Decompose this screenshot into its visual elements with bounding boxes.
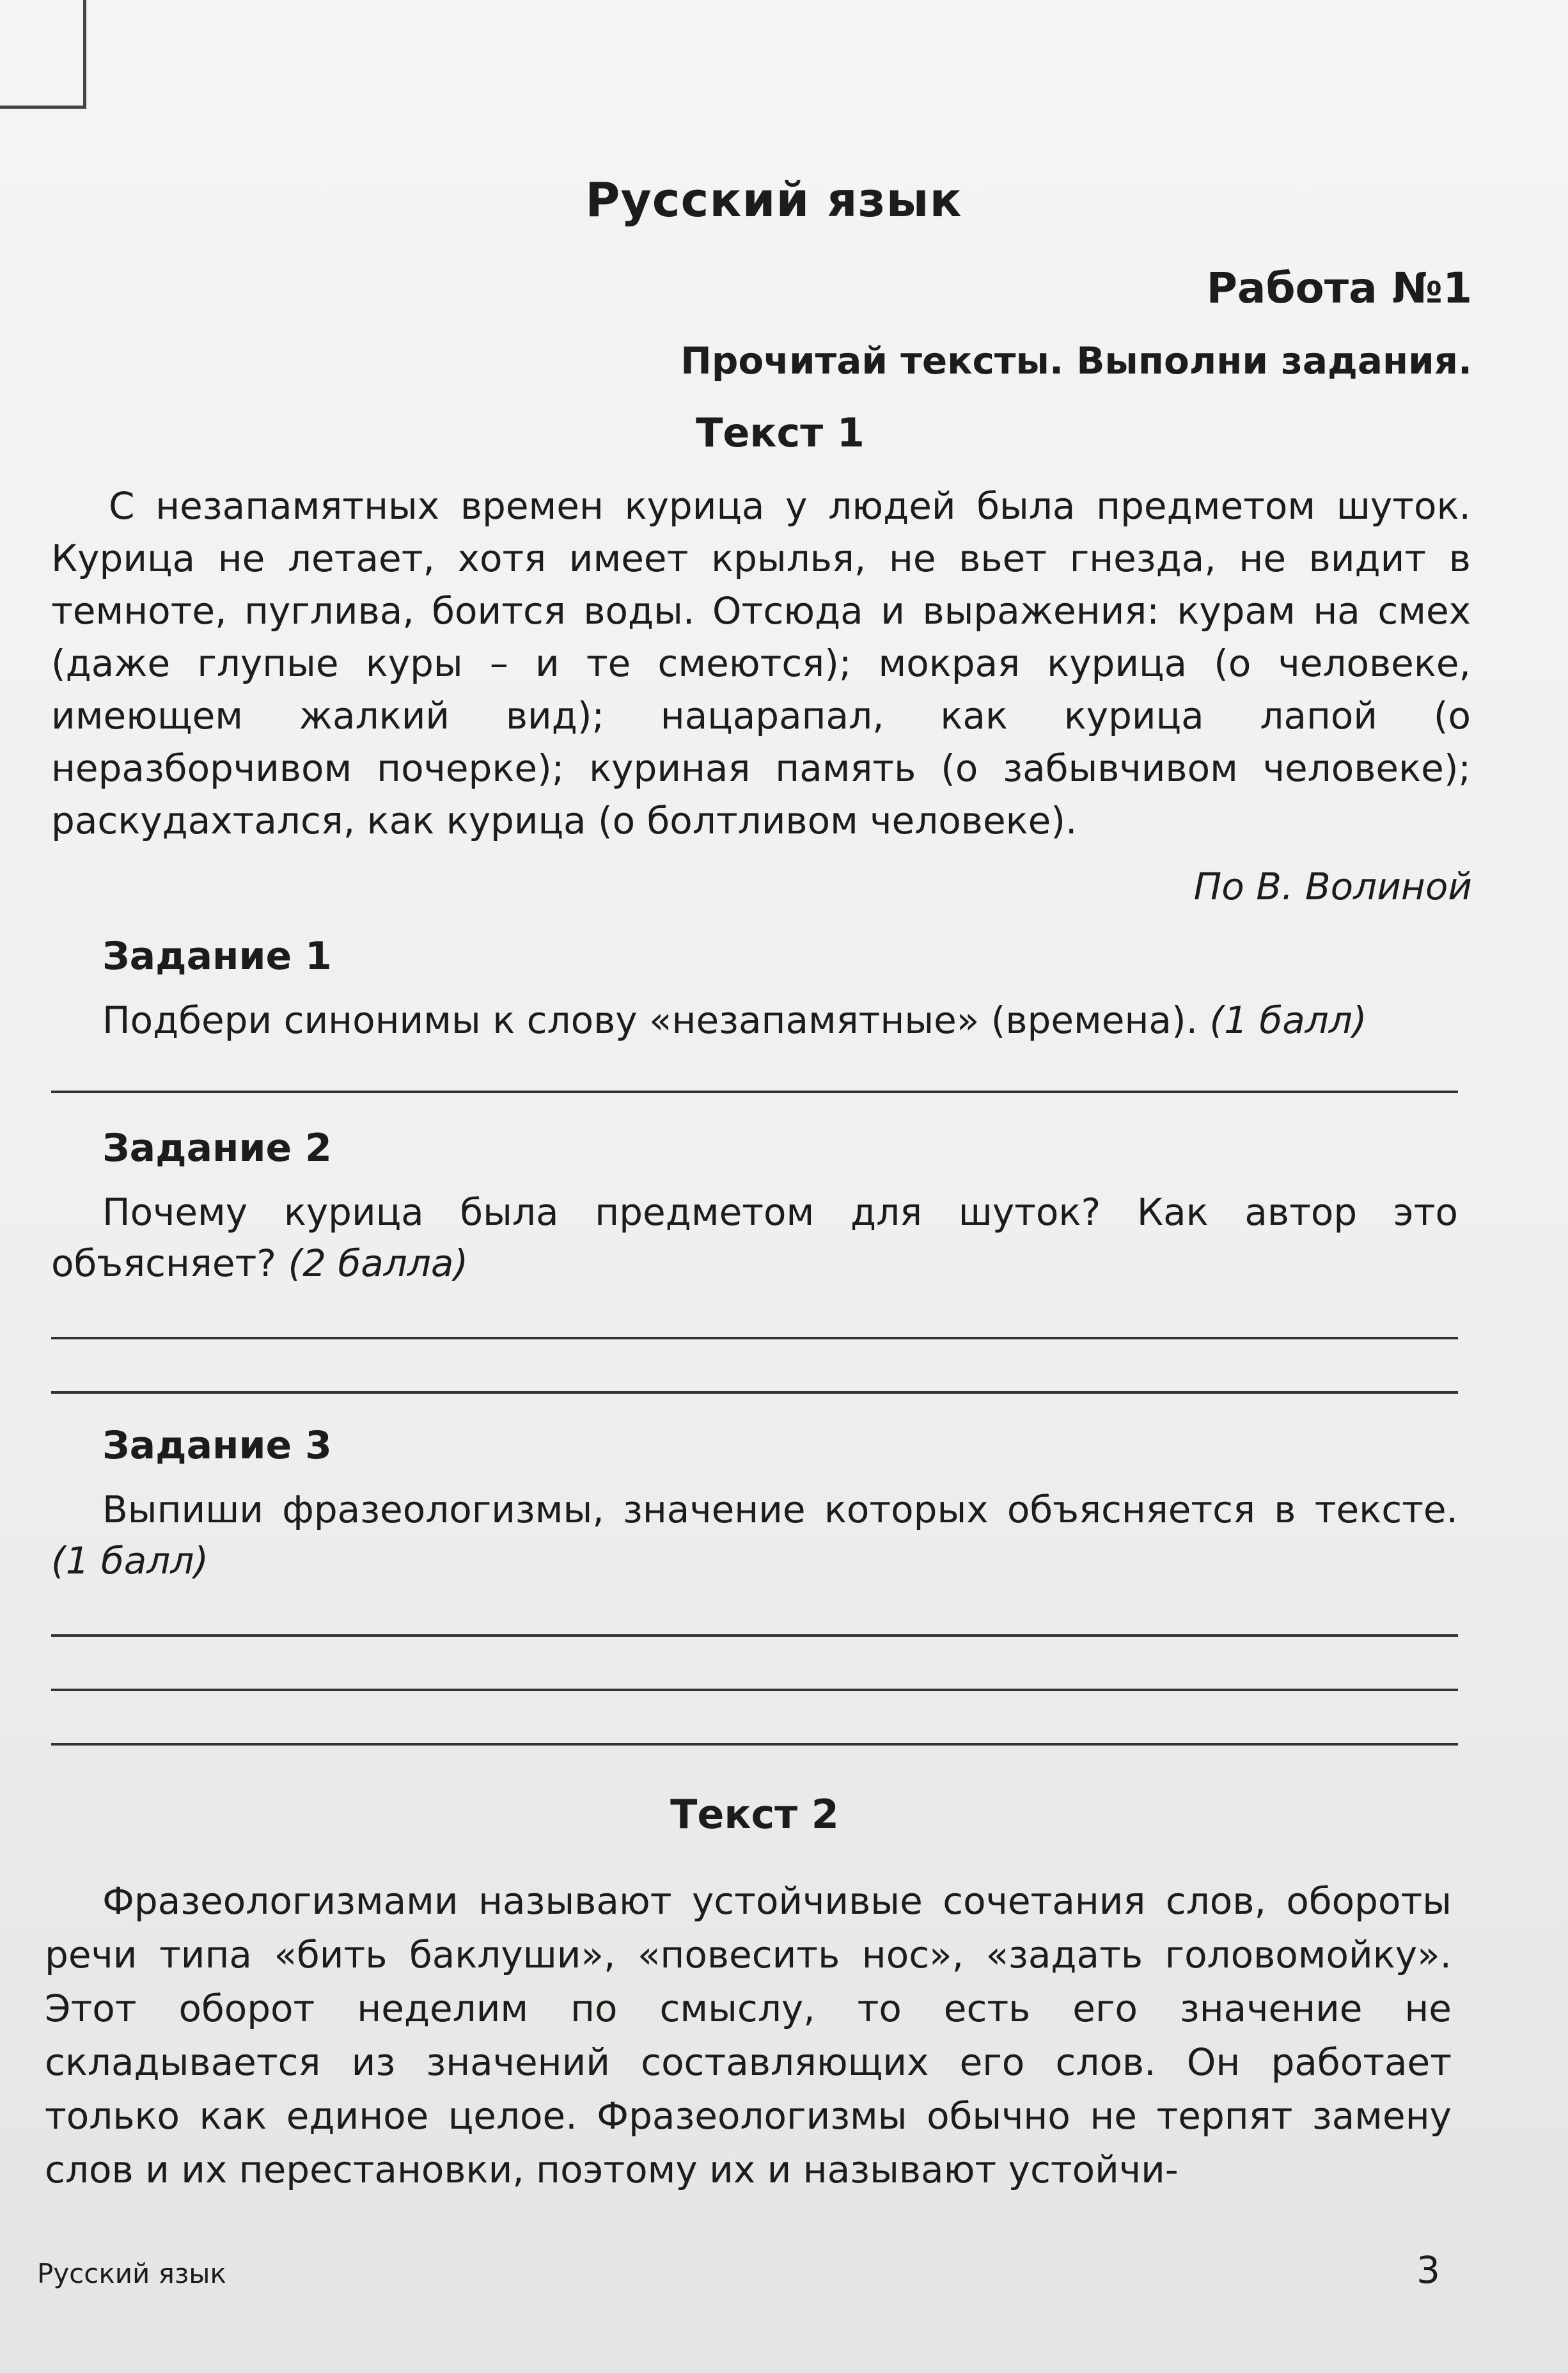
answer-line-task3-3[interactable] bbox=[51, 1743, 1458, 1746]
subject-title: Русский язык bbox=[585, 173, 962, 228]
answer-line-task3-2[interactable] bbox=[51, 1689, 1458, 1691]
task2-question: Почему курица была предметом для шуток? Как автор это объясняет? bbox=[51, 1190, 1458, 1285]
task1-text bbox=[51, 995, 1458, 1046]
task2-text bbox=[51, 1186, 1458, 1289]
work-title: Работа №1 bbox=[1206, 264, 1472, 313]
task1-score: (1 балл) bbox=[1209, 998, 1367, 1042]
task3-question: Выпиши фразеологизмы, значение которых объясняется в тексте. bbox=[102, 1488, 1458, 1531]
answer-line-task1-1[interactable] bbox=[51, 1091, 1458, 1093]
text2-heading: Текст 2 bbox=[670, 1791, 839, 1838]
text1-attribution: По В. Волиной bbox=[1193, 865, 1472, 908]
answer-line-task2-2[interactable] bbox=[51, 1391, 1458, 1394]
answer-line-task2-1[interactable] bbox=[51, 1337, 1458, 1339]
task2-score: (2 балла) bbox=[288, 1242, 469, 1285]
text1-body: С незапамятных времен курица у людей была предметом шуток. Курица не летает, хотя имеет крылья, не вьет гнезда, не видит в темноте, пуглива, боится воды. Отсюда и выражения: курам на смех (даже глупые куры – и те смеются); мокрая курица (о человеке, имеющем жалкий вид); нацарапал, как курица лапой (о неразборчивом почерке); куриная память (о забывчивом человеке); раскудахтался, как курица (о болтливом человеке). bbox=[51, 484, 1471, 842]
answer-line-task3-1[interactable] bbox=[51, 1634, 1458, 1637]
task1-title: Задание 1 bbox=[102, 934, 332, 979]
task3-score: (1 балл) bbox=[51, 1539, 209, 1582]
text1-heading: Текст 1 bbox=[696, 409, 865, 456]
page-number: 3 bbox=[1416, 2248, 1440, 2292]
footer-book-title: Русский язык bbox=[37, 2258, 226, 2289]
task3-text bbox=[51, 1484, 1458, 1586]
task2-title: Задание 2 bbox=[102, 1126, 332, 1171]
task3-title: Задание 3 bbox=[102, 1423, 332, 1468]
text2-body: Фразеологизмами называют устойчивые сочетания слов, обороты речи типа «бить баклуши», «повесить нос», «задать головомойку». Этот оборот неделим по смыслу, то есть его значение не складывается из значений составляющих его слов. Он работает только как единое целое. Фразеологизмы обычно не терпят замену слов и их перестановки, поэтому их и называют устойчи- bbox=[45, 1879, 1452, 2191]
instruction: Прочитай тексты. Выполни задания. bbox=[680, 339, 1472, 382]
task1-question: Подбери синонимы к слову «незапамятные» (времена). bbox=[102, 998, 1198, 1042]
corner-frame bbox=[0, 0, 86, 109]
